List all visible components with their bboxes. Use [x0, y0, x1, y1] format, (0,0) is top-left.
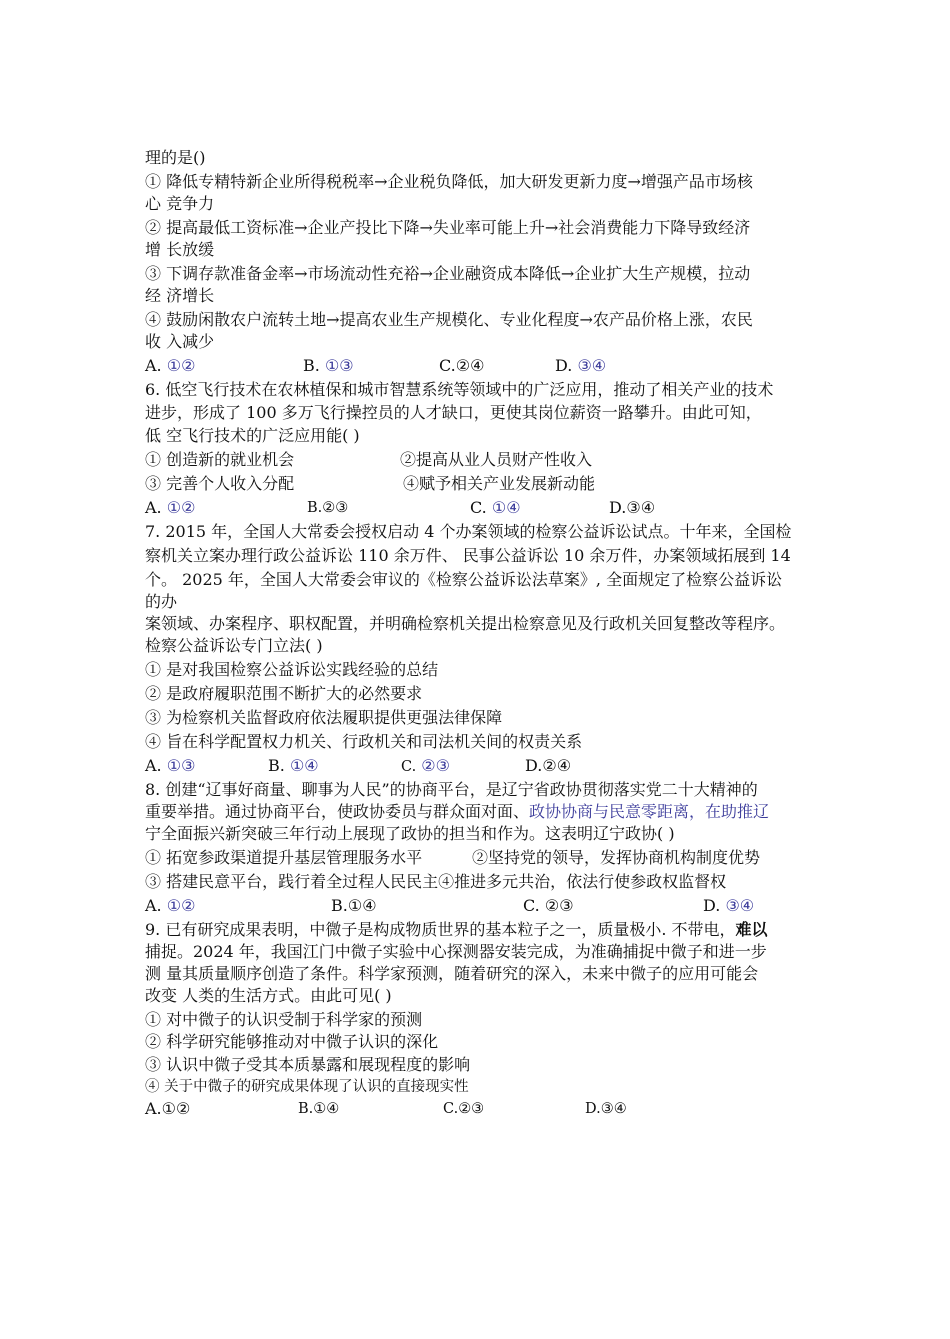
q8-option-c[interactable]: C. ②③	[523, 896, 574, 915]
q5-item-4-cont: 收 入减少	[145, 332, 215, 351]
q6-stem-2: 进步，形成了 100 多万飞行操控员的人才缺口，更使其岗位薪资一路攀升。由此可知，	[145, 403, 762, 422]
q5-stem-tail: 理的是()	[145, 148, 206, 167]
q9-stem-3: 测 量其质量顺序创造了条件。科学家预测，随着研究的深入，未来中微子的应用可能会	[145, 964, 759, 983]
q8-item-2: ②坚持党的领导，发挥协商机构制度优势	[472, 848, 761, 867]
q5-option-b[interactable]: B. ①③	[303, 356, 354, 375]
q8-item-1: ① 拓宽参政渠道提升基层管理服务水平	[145, 848, 423, 867]
q5-option-d[interactable]: D. ③④	[555, 356, 607, 375]
q9-option-b[interactable]: B.①④	[298, 1101, 340, 1117]
q6-option-b[interactable]: B.②③	[307, 500, 349, 516]
q7-option-c[interactable]: C. ②③	[401, 756, 450, 775]
q6-item-4: ④赋予相关产业发展新动能	[403, 474, 596, 493]
q7-stem-6: 检察公益诉讼专门立法( )	[145, 636, 323, 655]
q6-option-c[interactable]: C. ①④	[470, 498, 521, 517]
q7-stem-4: 的办	[145, 592, 178, 611]
q8-stem-3: 宁全面振兴新突破三年行动上展现了政协的担当和作为。这表明辽宁政协( )	[145, 824, 675, 843]
q6-item-3: ③ 完善个人收入分配	[145, 474, 295, 493]
q7-stem-1: 7. 2015 年，全国人大常委会授权启动 4 个办案领域的检察公益诉讼试点。十年来，全国检	[145, 522, 792, 541]
q5-item-3-cont: 经 济增长	[145, 286, 215, 305]
q9-stem-4: 改变 人类的生活方式。由此可见( )	[145, 986, 392, 1005]
q5-item-1-cont: 心 竞争力	[145, 194, 215, 213]
q5-item-3: ③ 下调存款准备金率→市场流动性充裕→企业融资成本降低→企业扩大生产规模，拉动	[145, 264, 751, 283]
q8-items-row-2: ③ 搭建民意平台，践行着全过程人民民主④推进多元共治，依法行使参政权监督权	[145, 872, 727, 891]
q6-stem-1: 6. 低空飞行技术在农林植保和城市智慧系统等领域中的广泛应用，推动了相关产业的技术	[145, 380, 774, 399]
q6-stem-3: 低 空飞行技术的广泛应用能( )	[145, 426, 360, 445]
q7-item-4: ④ 旨在科学配置权力机关、行政机关和司法机关间的权责关系	[145, 732, 583, 751]
q9-item-2: ② 科学研究能够推动对中微子认识的深化	[145, 1032, 439, 1051]
q9-option-d[interactable]: D.③④	[585, 1101, 627, 1117]
q9-option-a[interactable]: A.①②	[145, 1099, 191, 1118]
q6-item-1: ① 创造新的就业机会	[145, 450, 295, 469]
q7-option-b[interactable]: B. ①④	[268, 756, 319, 775]
q9-item-4: ④ 关于中微子的研究成果体现了认识的直接现实性	[145, 1079, 469, 1095]
q8-option-a[interactable]: A. ①②	[145, 896, 196, 915]
q8-option-b[interactable]: B.①④	[331, 896, 377, 915]
q9-item-1: ① 对中微子的认识受制于科学家的预测	[145, 1010, 423, 1029]
q8-option-d[interactable]: D. ③④	[703, 896, 755, 915]
q7-option-a[interactable]: A. ①③	[145, 756, 196, 775]
q7-option-d[interactable]: D.②④	[525, 756, 572, 775]
q5-item-2: ② 提高最低工资标准→企业产投比下降→失业率可能上升→社会消费能力下降导致经济	[145, 218, 751, 237]
q9-item-3: ③ 认识中微子受其本质暴露和展现程度的影响	[145, 1055, 471, 1074]
q6-option-d[interactable]: D.③④	[609, 498, 656, 517]
q8-stem-1: 8. 创建“辽事好商量、聊事为人民”的协商平台，是辽宁省政协贯彻落实党二十大精神的	[145, 780, 758, 799]
q7-stem-2: 察机关立案办理行政公益诉讼 110 余万件、 民事公益诉讼 10 余万件，办案领域拓展到 14	[145, 546, 791, 565]
q7-item-3: ③ 为检察机关监督政府依法履职提供更强法律保障	[145, 708, 503, 727]
q7-stem-5: 案领域、办案程序、职权配置，并明确检察机关提出检察意见及行政机关回复整改等程序。	[145, 614, 786, 633]
q9-option-c[interactable]: C.②③	[443, 1101, 485, 1117]
q6-item-2: ②提高从业人员财产性收入	[400, 450, 593, 469]
q7-item-1: ① 是对我国检察公益诉讼实践经验的总结	[145, 660, 439, 679]
q9-stem-1: 9. 已有研究成果表明，中微子是构成物质世界的基本粒子之一，质量极小. 不带电，难以	[145, 920, 768, 939]
q5-option-c[interactable]: C.②④	[439, 356, 485, 375]
q5-option-a[interactable]: A. ①②	[145, 356, 196, 375]
q5-item-1: ① 降低专精特新企业所得税税率→企业税负降低，加大研发更新力度→增强产品市场核	[145, 172, 753, 191]
q6-option-a[interactable]: A. ①②	[145, 498, 196, 517]
q7-stem-3: 个。 2025 年，全国人大常委会审议的《检察公益诉讼法草案》, 全面规定了检察公益诉讼	[145, 570, 783, 589]
q7-item-2: ② 是政府履职范围不断扩大的必然要求	[145, 684, 423, 703]
q9-stem-2: 捕捉。2024 年，我国江门中微子实验中心探测器安装完成，为准确捕捉中微子和进一步	[145, 942, 767, 961]
q5-item-2-cont: 增 长放缓	[145, 240, 215, 259]
q8-stem-2: 重要举措。通过协商平台，使政协委员与群众面对面、政协协商与民意零距离，在助推辽	[145, 802, 770, 821]
q5-item-4: ④ 鼓励闲散农户流转土地→提高农业生产规模化、专业化程度→农产品价格上涨，农民	[145, 310, 753, 329]
